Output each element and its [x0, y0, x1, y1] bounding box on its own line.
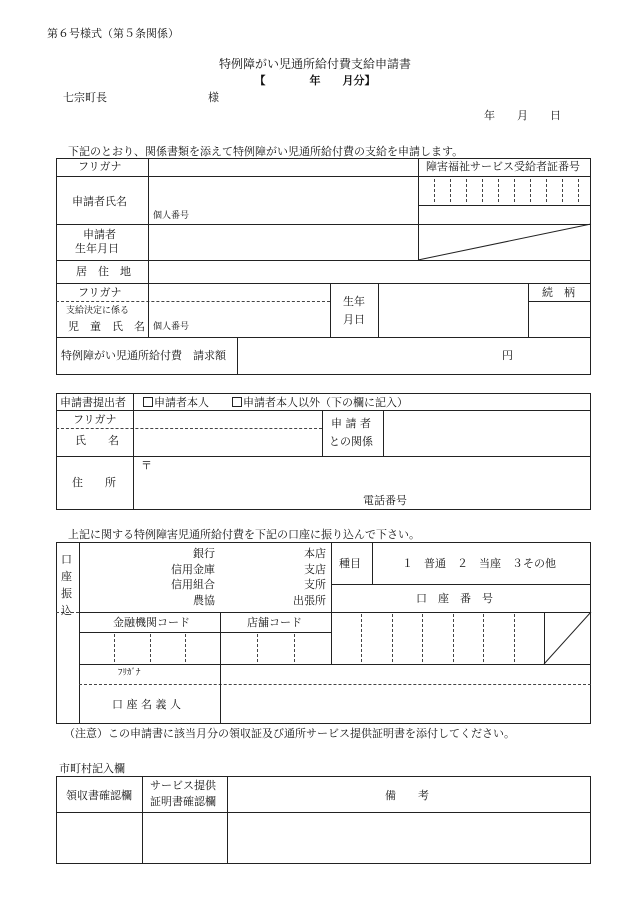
applicant-dob-input[interactable]	[150, 226, 416, 258]
municipal-section-label: 市町村記入欄	[59, 762, 125, 775]
branch-code-label: 店舗コード	[247, 616, 302, 629]
service-cert-header-line1: サービス提供	[150, 779, 216, 792]
bank-code-label: 金融機関コード	[113, 616, 190, 629]
account-number-input[interactable]	[333, 614, 542, 662]
municipal-table	[56, 776, 591, 864]
bank-name-input[interactable]	[81, 544, 221, 610]
form-title: 特例障がい児通所給付費支給申請書	[218, 57, 411, 71]
child-personal-number-label: 個人番号	[153, 322, 190, 332]
submitter-address-input[interactable]	[135, 458, 589, 508]
cert-number-label: 障害福祉サービス受給者証番号	[426, 160, 580, 173]
phone-label: 電話番号	[363, 494, 407, 507]
account-diagonal-strike	[544, 612, 591, 664]
account-type-options[interactable]: １ 普通 ２ 当座 ３その他	[402, 557, 556, 570]
submitter-label: 申請書提出者	[60, 396, 126, 409]
bank-intro: 上記に関する特例障害児通所給付費を下記の口座に振り込んで下さい。	[68, 528, 420, 541]
institution-types: 銀行 信用金庫 信用組合 農協	[171, 547, 215, 607]
form-number: 第６号様式（第５条関係）	[47, 27, 179, 40]
child-label-line1: 支給決定に係る	[66, 306, 130, 316]
checkbox-self[interactable]	[143, 397, 153, 407]
attachment-note: （注意）この申請書に該当月分の領収証及び通所サービス提供証明書を添付してください。	[64, 727, 515, 740]
child-name-input[interactable]	[150, 285, 328, 335]
yen-unit: 円	[502, 349, 513, 362]
address-label: 居 住 地	[76, 265, 131, 278]
applicant-name-input[interactable]	[150, 178, 416, 222]
claim-amount-label: 特例障がい児通所給付費 請求額	[61, 349, 226, 362]
honorific: 様	[208, 91, 219, 104]
dob-label-line1: 申請者	[83, 228, 116, 241]
account-holder-input[interactable]	[222, 666, 589, 722]
period-label: 【 年 月分】	[254, 74, 376, 87]
applicant-name-label: 申請者氏名	[72, 195, 127, 208]
postal-mark: 〒	[141, 459, 152, 472]
child-furigana-label: フリガナ	[78, 286, 122, 299]
child-dob-line2: 月日	[343, 313, 365, 326]
branch-name-input[interactable]	[222, 544, 272, 610]
submitter-name-input[interactable]	[135, 412, 320, 454]
account-holder-label: 口 座 名 義 人	[112, 698, 181, 711]
submitter-option-other[interactable]	[232, 397, 408, 408]
personal-number-label: 個人番号	[153, 211, 190, 221]
relation-label-line1: 申 請 者	[331, 417, 371, 430]
intro-text: 下記のとおり、関係書類を添えて特例障がい児通所給付費の支給を申請します。	[68, 145, 464, 158]
submitter-furigana-label: フリガナ	[73, 413, 117, 426]
receipt-check-header: 領収書確認欄	[66, 789, 132, 802]
branch-types: 本店 支店 支所 出張所	[293, 547, 326, 607]
holder-furigana-label: ﾌﾘｶﾞﾅ	[118, 668, 141, 678]
diagonal-strike	[418, 224, 591, 260]
remarks-header: 備 考	[385, 789, 429, 802]
submitter-address-label: 住 所	[72, 476, 116, 489]
date-field[interactable]: 年 月 日	[484, 109, 561, 122]
submitter-option-self[interactable]	[143, 397, 209, 408]
relation-label: 続 柄	[542, 286, 575, 299]
recipient-name: 七宗町長	[63, 91, 107, 104]
account-number-label: 口 座 番 号	[416, 592, 493, 605]
checkbox-other[interactable]	[232, 397, 242, 407]
relation-label-line2: との関係	[329, 435, 373, 448]
dob-label-line2: 生年月日	[75, 242, 119, 255]
furigana-label: フリガナ	[78, 160, 122, 173]
bank-code-input[interactable]	[81, 634, 218, 662]
submitter-name-label: 氏 名	[75, 434, 119, 447]
account-type-label: 種目	[339, 557, 361, 570]
child-dob-input[interactable]	[380, 285, 526, 335]
bank-side-label: 口 座 振 込	[61, 553, 72, 617]
option-self-label: 申請者本人	[154, 396, 209, 409]
submitter-relation-input[interactable]	[385, 412, 589, 454]
service-cert-header-line2: 証明書確認欄	[150, 795, 216, 808]
option-other-label: 申請者本人以外（下の欄に記入）	[243, 396, 408, 409]
claim-amount-input[interactable]	[239, 339, 499, 373]
branch-code-input[interactable]	[222, 634, 329, 662]
child-label-line2: 児 童 氏 名	[68, 320, 145, 333]
address-input[interactable]	[150, 262, 589, 281]
child-dob-line1: 生年	[343, 295, 365, 308]
